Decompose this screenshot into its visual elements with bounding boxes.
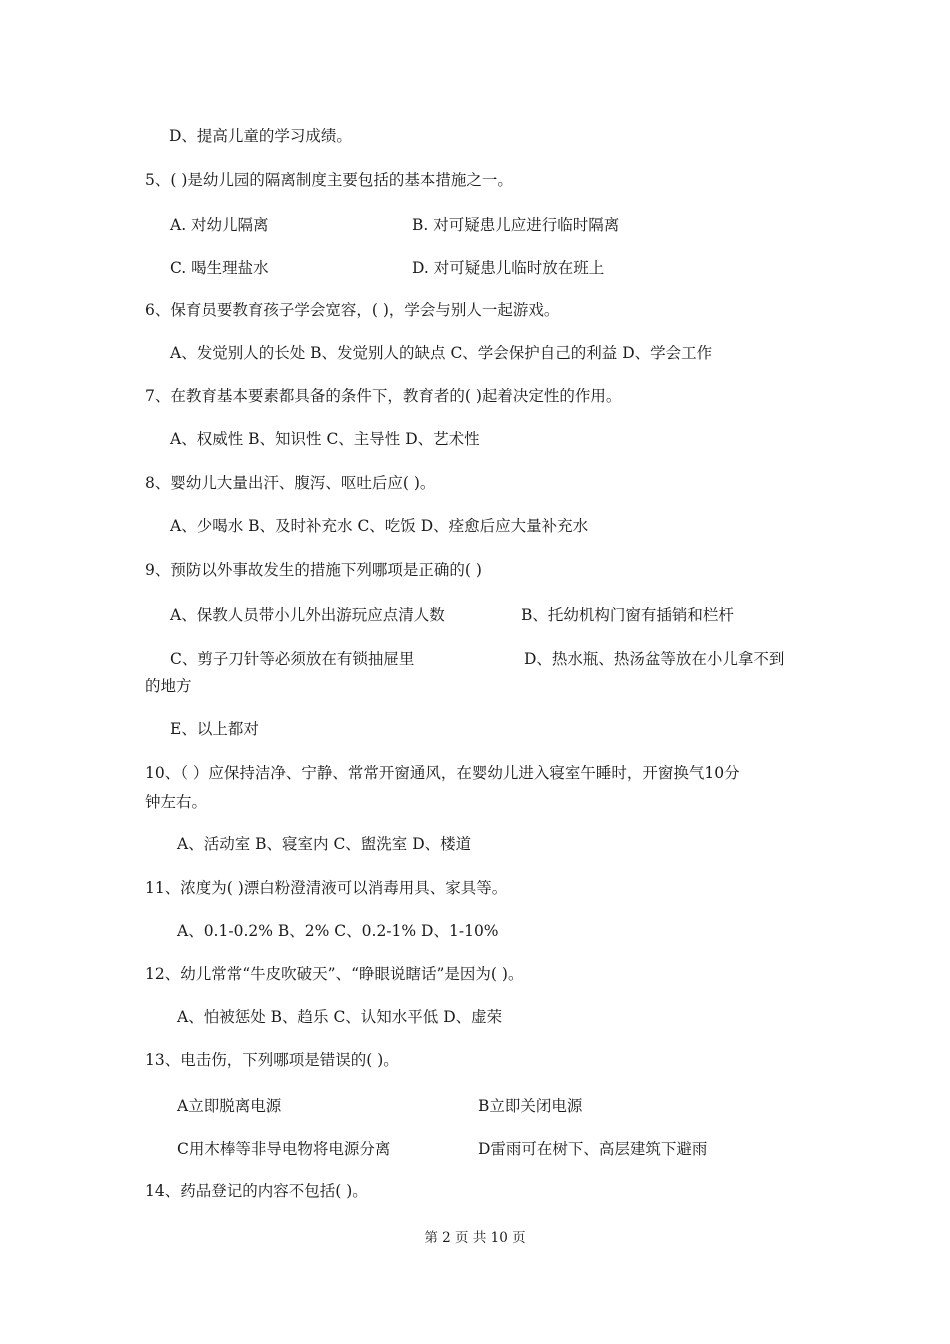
question-9-option-b: B、托幼机构门窗有插销和栏杆 xyxy=(521,606,734,624)
question-12: 12、幼儿常常“牛皮吹破天”、“睁眼说瞎话”是因为( )。 xyxy=(145,965,524,983)
question-6-options: A、发觉别人的长处 B、发觉别人的缺点 C、学会保护自己的利益 D、学会工作 xyxy=(170,344,713,362)
question-6: 6、保育员要教育孩子学会宽容，( )，学会与别人一起游戏。 xyxy=(145,301,560,319)
question-9-option-d: D、热水瓶、热汤盆等放在小儿拿不到 xyxy=(524,650,785,668)
question-10-options: A、活动室 B、寝室内 C、盥洗室 D、楼道 xyxy=(177,835,472,853)
question-5-option-d: D. 对可疑患儿临时放在班上 xyxy=(412,259,605,277)
question-8-options: A、少喝水 B、及时补充水 C、吃饭 D、痊愈后应大量补充水 xyxy=(170,517,589,535)
question-9-option-c: C、剪子刀针等必须放在有锁抽屉里 xyxy=(170,650,415,668)
question-13-option-b: B立即关闭电源 xyxy=(478,1097,583,1115)
question-10: 10、（ ）应保持洁净、宁静、常常开窗通风，在婴幼儿进入寝室午睡时，开窗换气10分 xyxy=(145,764,740,782)
question-7: 7、在教育基本要素都具备的条件下，教育者的( )起着决定性的作用。 xyxy=(145,387,622,405)
question-5: 5、( )是幼儿园的隔离制度主要包括的基本措施之一。 xyxy=(145,171,513,189)
question-13-option-a: A立即脱离电源 xyxy=(177,1097,282,1115)
question-9-option-d-cont: 的地方 xyxy=(145,677,192,695)
question-13: 13、电击伤，下列哪项是错误的( )。 xyxy=(145,1051,399,1069)
question-13-option-d: D雷雨可在树下、高层建筑下避雨 xyxy=(478,1140,708,1158)
question-11-options: A、0.1-0.2% B、2% C、0.2-1% D、1-10% xyxy=(177,922,499,940)
question-5-option-a: A. 对幼儿隔离 xyxy=(170,216,269,234)
question-5-option-b: B. 对可疑患儿应进行临时隔离 xyxy=(412,216,620,234)
question-4-option-d: D、提高儿童的学习成绩。 xyxy=(169,127,352,145)
question-9: 9、预防以外事故发生的措施下列哪项是正确的( ) xyxy=(145,561,482,579)
question-10-cont: 钟左右。 xyxy=(145,793,208,811)
question-9-option-e: E、以上都对 xyxy=(170,720,259,738)
question-9-option-a: A、保教人员带小儿外出游玩应点清人数 xyxy=(170,606,445,624)
question-7-options: A、权威性 B、知识性 C、主导性 D、艺术性 xyxy=(170,430,480,448)
question-14: 14、药品登记的内容不包括( )。 xyxy=(145,1182,368,1200)
question-8: 8、婴幼儿大量出汗、腹泻、呕吐后应( )。 xyxy=(145,474,436,492)
page-number-footer: 第 2 页 共 10 页 xyxy=(424,1230,526,1246)
question-5-option-c: C. 喝生理盐水 xyxy=(170,259,269,277)
question-13-option-c: C用木棒等非导电物将电源分离 xyxy=(177,1140,391,1158)
question-11: 11、浓度为( )漂白粉澄清液可以消毒用具、家具等。 xyxy=(145,879,508,897)
question-12-options: A、怕被惩处 B、趋乐 C、认知水平低 D、虚荣 xyxy=(177,1008,503,1026)
